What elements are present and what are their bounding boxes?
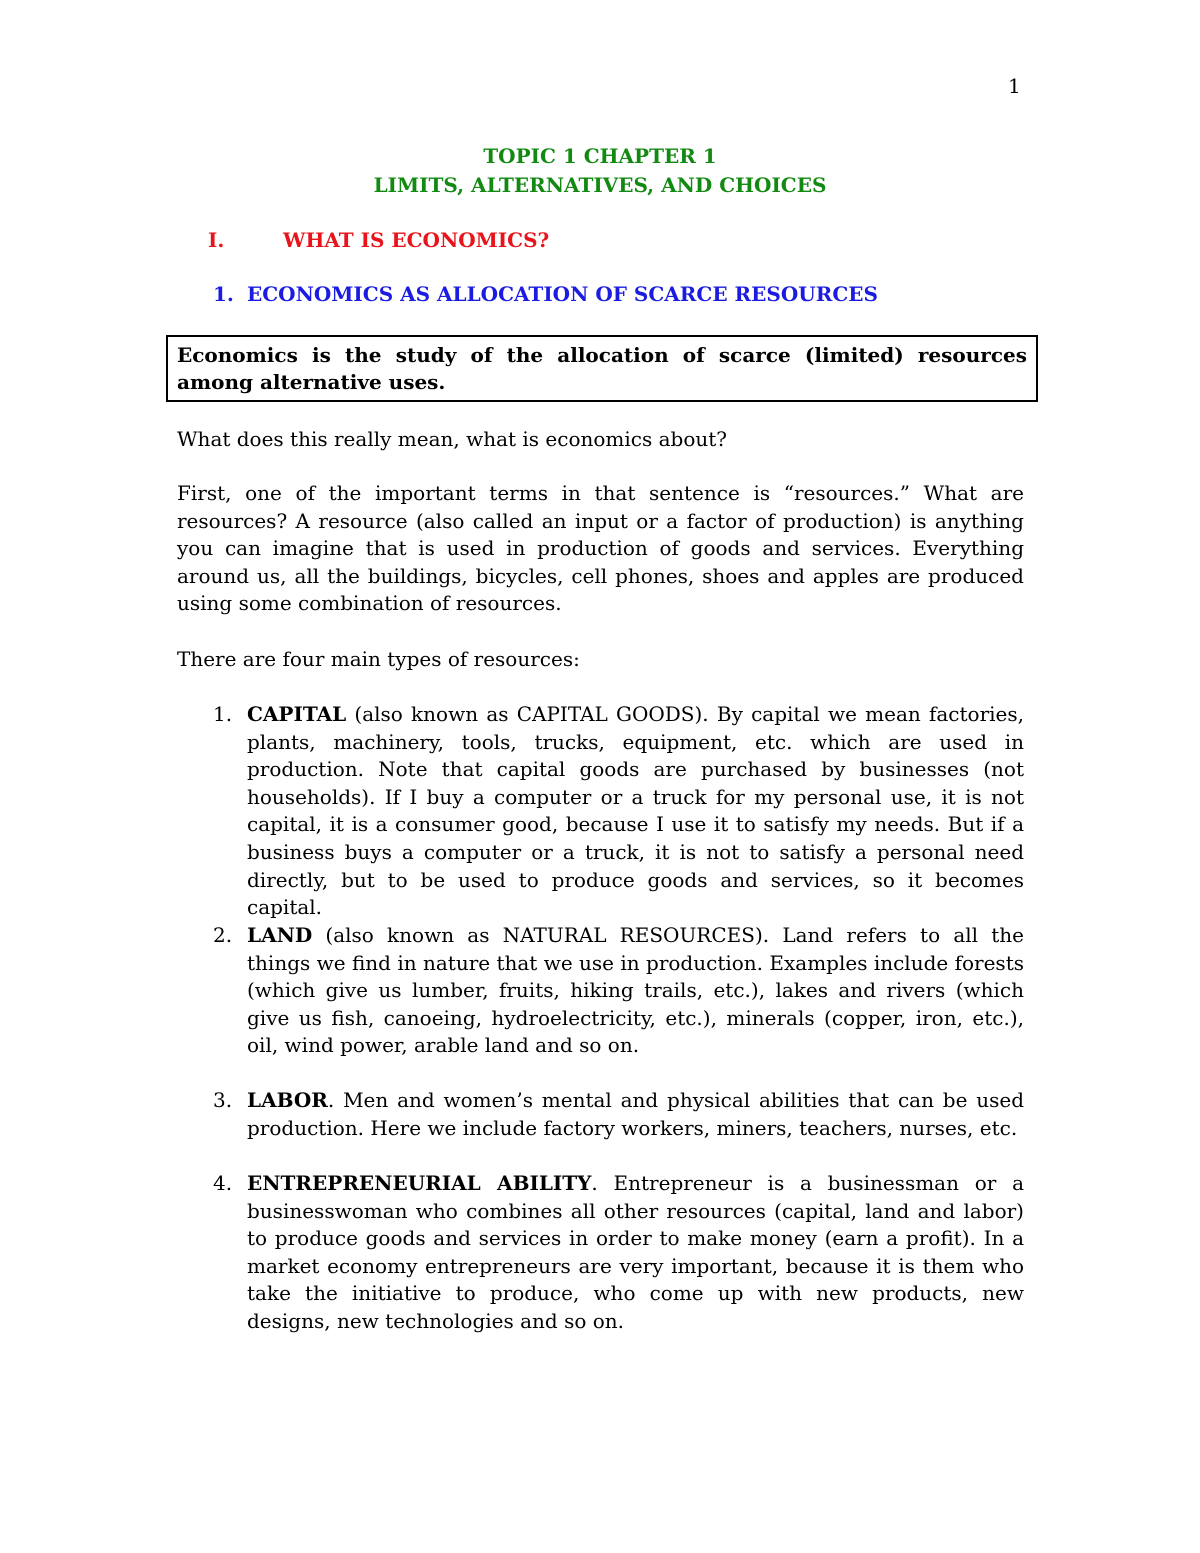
- list-item-text: (also known as NATURAL RESOURCES). Land refers to all the things we find in nature that we use in production. Examples include forests (which give us lumber, fruits, hiking trails, etc.), lakes and rivers (which give us fish, canoeing, hydroelectricity, etc.), minerals (copper, iron, etc.), oil, wind power, arable land and so on.: [247, 923, 1024, 1058]
- list-item-term: CAPITAL: [247, 702, 347, 726]
- subsection-heading: [213, 282, 878, 306]
- subsection-number: 1.: [213, 282, 234, 306]
- list-item-body: [247, 1087, 1024, 1142]
- definition-box: Economics is the study of the allocation of scarce (limited) resources among alternative uses.: [166, 335, 1038, 402]
- list-item-text: . Entrepreneur is a businessman or a businesswoman who combines all other resources (capital, land and labor) to produce goods and services in order to make money (earn a profit). In a market economy entrepreneurs are very important, because it is them who take the initiative to produce, who come up with new products, new designs, new technologies and so on.: [247, 1171, 1024, 1333]
- list-item-body: [247, 922, 1024, 1060]
- page-number: 1: [1008, 74, 1021, 98]
- list-item-labor: [213, 1087, 1024, 1142]
- list-item-entrepreneurial-ability: [213, 1170, 1024, 1336]
- list-item-text: . Men and women’s mental and physical abilities that can be used production. Here we include factory workers, miners, teachers, nurses, etc.: [247, 1088, 1024, 1140]
- list-item-capital: [213, 701, 1024, 922]
- chapter-title-line-2: LIMITS, ALTERNATIVES, AND CHOICES: [373, 173, 827, 197]
- paragraph-four-types: There are four main types of resources:: [177, 647, 580, 671]
- list-item-body: [247, 701, 1024, 922]
- paragraph-question: What does this really mean, what is economics about?: [177, 427, 728, 451]
- paragraph-resources-intro: First, one of the important terms in that sentence is “resources.” What are resources? A resource (also called an input or a factor of production) is anything you can imagine that is used in production of goods and services. Everything around us, all the buildings, bicycles, cell phones, shoes and apples are produced using some combination of resources.: [177, 481, 1024, 616]
- list-item-term: LABOR: [247, 1088, 328, 1112]
- subsection-title: ECONOMICS AS ALLOCATION OF SCARCE RESOURCES: [247, 282, 878, 306]
- list-marker: 4.: [213, 1171, 233, 1195]
- section-number: I.: [208, 228, 225, 252]
- list-marker: 3.: [213, 1088, 233, 1112]
- section-title: WHAT IS ECONOMICS?: [283, 228, 550, 252]
- list-item-term: LAND: [247, 923, 313, 947]
- list-item-land: [213, 922, 1024, 1060]
- chapter-title-line-1: TOPIC 1 CHAPTER 1: [483, 144, 717, 168]
- list-item-term: ENTREPRENEURIAL ABILITY: [247, 1171, 592, 1195]
- list-marker: 2.: [213, 923, 233, 947]
- list-item-text: (also known as CAPITAL GOODS). By capital we mean factories, plants, machinery, tools, trucks, equipment, etc. which are used in production. Note that capital goods are purchased by businesses (not households). If I buy a computer or a truck for my personal use, it is not capital, it is a consumer good, because I use it to satisfy my needs. But if a business buys a computer or a truck, it is not to satisfy a personal need directly, but to be used to produce goods and services, so it becomes capital.: [247, 702, 1024, 920]
- chapter-title: [0, 142, 1200, 200]
- section-heading: [208, 228, 549, 252]
- list-marker: 1.: [213, 702, 233, 726]
- list-item-body: [247, 1170, 1024, 1336]
